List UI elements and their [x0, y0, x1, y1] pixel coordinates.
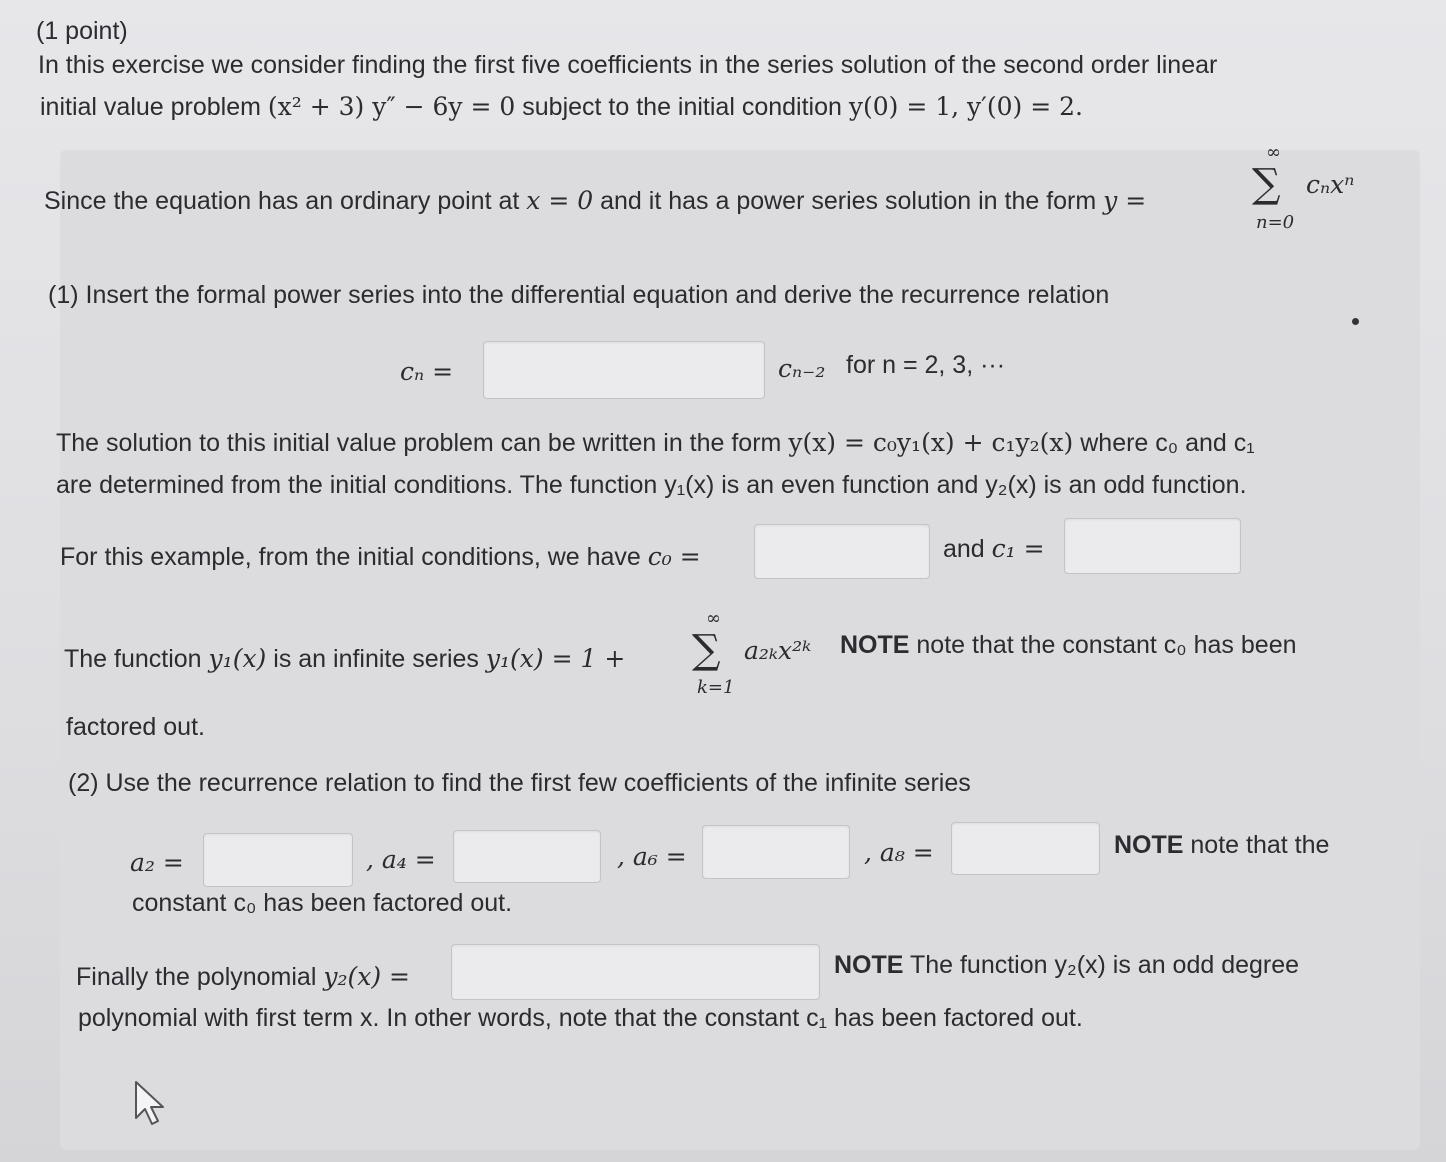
recurrence-rhs: cₙ₋₂	[778, 354, 826, 383]
final-note: NOTE The function y₂(x) is an odd degree	[834, 951, 1300, 979]
points-label: (1 point)	[36, 17, 128, 45]
initial-condition: y(0) = 1, y′(0) = 2.	[848, 92, 1083, 121]
final-note-line-2: polynomial with first term x. In other words, note that the constant c₁ has been factored out.	[78, 1004, 1083, 1032]
a4-label: , a₄ =	[366, 845, 436, 874]
solution-form-line-2: are determined from the initial conditions. The function y₁(x) is an even function and y₂(x) is an odd function.	[56, 471, 1247, 499]
final-text: Finally the polynomial y₂(x) =	[76, 962, 411, 991]
a6-input[interactable]	[702, 825, 850, 879]
a8-input[interactable]	[951, 822, 1100, 875]
sum-lower-limit: n=0	[1256, 212, 1295, 233]
a4-input[interactable]	[453, 830, 601, 883]
c1-label: and c₁ =	[943, 534, 1045, 563]
a8-label: , a₈ =	[864, 838, 934, 867]
y2-input[interactable]	[451, 944, 820, 1000]
recurrence-lhs: cₙ =	[400, 357, 454, 386]
y1-series-text: The function y₁(x) is an infinite series y₁(x) = 1 +	[64, 644, 626, 673]
ordinary-point-text: Since the equation has an ordinary point at x = 0 and it has a power series solution in the form y =	[44, 186, 1147, 215]
a6-label: , a₆ =	[617, 842, 687, 871]
y1-note: NOTE note that the constant c₀ has been	[840, 631, 1297, 659]
y1-sum-upper-limit: ∞	[706, 608, 721, 629]
part2-note: NOTE note that the	[1114, 831, 1330, 859]
y1-sum-lower-limit: k=1	[697, 677, 735, 698]
recurrence-range: for n = 2, 3, ···	[846, 351, 1006, 379]
intro-line-2: initial value problem (x² + 3) y″ − 6y = 0 subject to the initial condition y(0) = 1, y′(0) = 2.	[40, 92, 1083, 121]
sigma-icon: ∑	[1252, 161, 1281, 207]
constants-text: For this example, from the initial conditions, we have c₀ =	[60, 542, 701, 571]
part2-prompt: (2) Use the recurrence relation to find the first few coefficients of the infinite series	[68, 769, 971, 797]
mouse-cursor-icon	[132, 1080, 176, 1130]
ode-equation: (x² + 3) y″ − 6y = 0	[267, 92, 516, 121]
solution-form-line-1: The solution to this initial value problem can be written in the form y(x) = c₀y₁(x) + c₁y₂(x) where c₀ and c₁	[56, 428, 1255, 457]
part1-prompt: (1) Insert the formal power series into the differential equation and derive the recurrence relation	[48, 281, 1110, 309]
y1-sigma-icon: ∑	[692, 627, 721, 673]
part2-note-line-2: constant c₀ has been factored out.	[132, 889, 513, 917]
y1-series-term: a₂ₖx²ᵏ	[744, 636, 812, 665]
recurrence-input[interactable]	[483, 341, 765, 399]
y1-note-line-2: factored out.	[66, 713, 205, 741]
c1-input[interactable]	[1064, 518, 1241, 574]
sum-upper-limit: ∞	[1266, 142, 1281, 163]
intro-line-1: In this exercise we consider finding the first five coefficients in the series solution of the second order linear	[38, 51, 1218, 79]
a2-input[interactable]	[203, 833, 353, 887]
a2-label: a₂ =	[130, 848, 184, 877]
series-term: cₙxⁿ	[1306, 170, 1355, 199]
bullet-dot	[1352, 318, 1359, 325]
c0-input[interactable]	[754, 524, 930, 579]
